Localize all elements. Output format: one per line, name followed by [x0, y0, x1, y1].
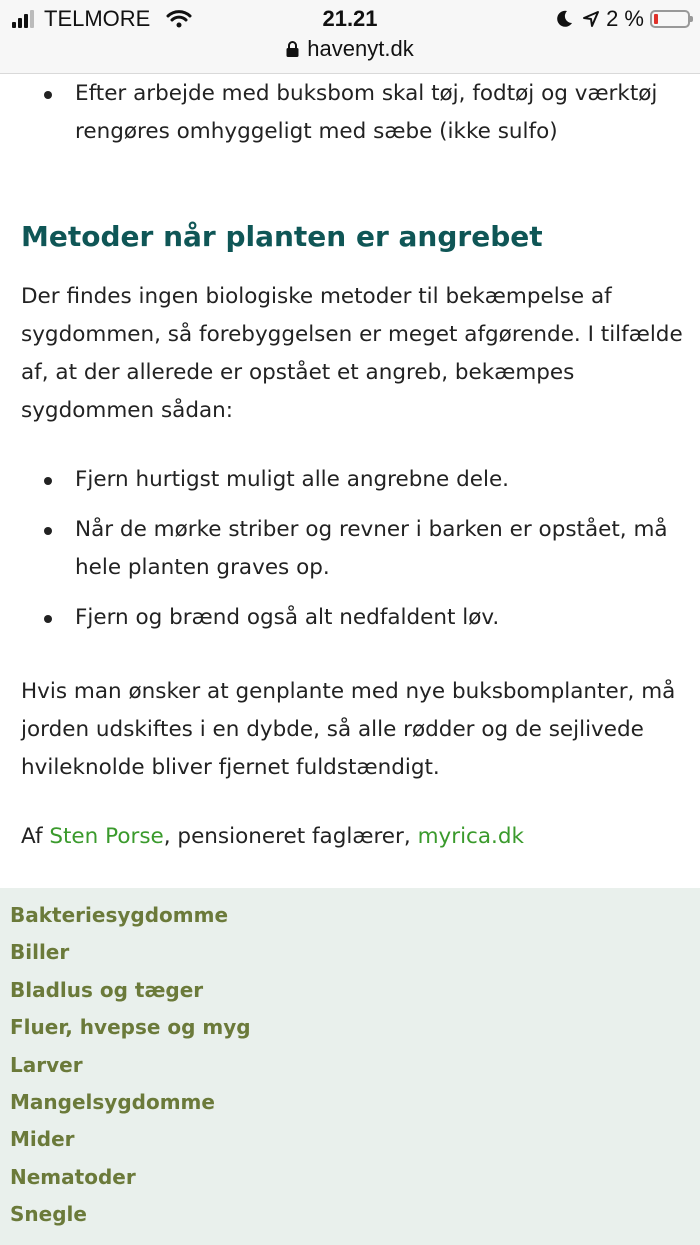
list-item: Efter arbejde med buksbom skal tøj, fodtøj og værktøj rengøres omhyggeligt med sæbe (ikke sulfo) — [0, 75, 700, 151]
category-link[interactable]: Biller — [10, 940, 70, 965]
battery-icon — [650, 10, 690, 28]
category-link[interactable]: Bakteriesygdomme — [10, 903, 229, 927]
category-list — [10, 897, 251, 1234]
byline — [0, 818, 700, 856]
category-link[interactable]: Mider — [10, 1127, 75, 1152]
list-item: Når de mørke striber og revner i barken er opstået, må hele planten graves op. — [0, 511, 700, 587]
lock-icon — [286, 41, 299, 57]
category-link[interactable]: Nematoder — [10, 1164, 136, 1189]
status-bar — [0, 0, 700, 74]
address-bar[interactable] — [0, 36, 700, 62]
category-link[interactable]: Fluer, hvepse og myg — [10, 1015, 251, 1040]
location-arrow-icon — [582, 10, 600, 28]
category-link[interactable]: Snegle — [10, 1202, 87, 1227]
clock: 21.21 — [322, 6, 378, 31]
category-link[interactable]: Bladlus og tæger — [10, 977, 204, 1002]
intro-paragraph: Der findes ingen biologiske metoder til bekæmpelse af sygdommen, så forebyggelsen er meget afgørende. I tilfælde af, at der allerede er opstået et angreb, bekæmpes sygdommen sådan: — [21, 284, 683, 423]
byline-prefix: Af — [21, 824, 43, 849]
site-link[interactable]: myrica.dk — [417, 824, 524, 849]
carrier-label: TELMORE — [44, 6, 151, 31]
bullet-list — [0, 461, 700, 637]
section-heading: Metoder når planten er angrebet — [21, 220, 543, 253]
moon-icon — [554, 9, 574, 29]
author-link[interactable]: Sten Porse — [49, 824, 164, 849]
status-right — [554, 6, 690, 32]
byline-middle: , pensioneret faglærer, — [163, 824, 411, 849]
list-item: Fjern hurtigst muligt alle angrebne dele. — [0, 461, 700, 499]
closing-paragraph: Hvis man ønsker at genplante med nye buksbomplanter, må jorden udskiftes i en dybde, så alle rødder og de sejlivede hvileknolde bliver fjernet fuldstændigt. — [21, 679, 676, 780]
url-text: havenyt.dk — [307, 36, 414, 61]
article-content — [0, 74, 700, 849]
list-item: Fjern og brænd også alt nedfaldent løv. — [0, 599, 700, 637]
category-link[interactable]: Larver — [10, 1052, 83, 1077]
battery-percent: 2 % — [606, 6, 644, 31]
category-link[interactable]: Mangelsygdomme — [10, 1089, 215, 1114]
bullet-list-top — [0, 75, 700, 151]
